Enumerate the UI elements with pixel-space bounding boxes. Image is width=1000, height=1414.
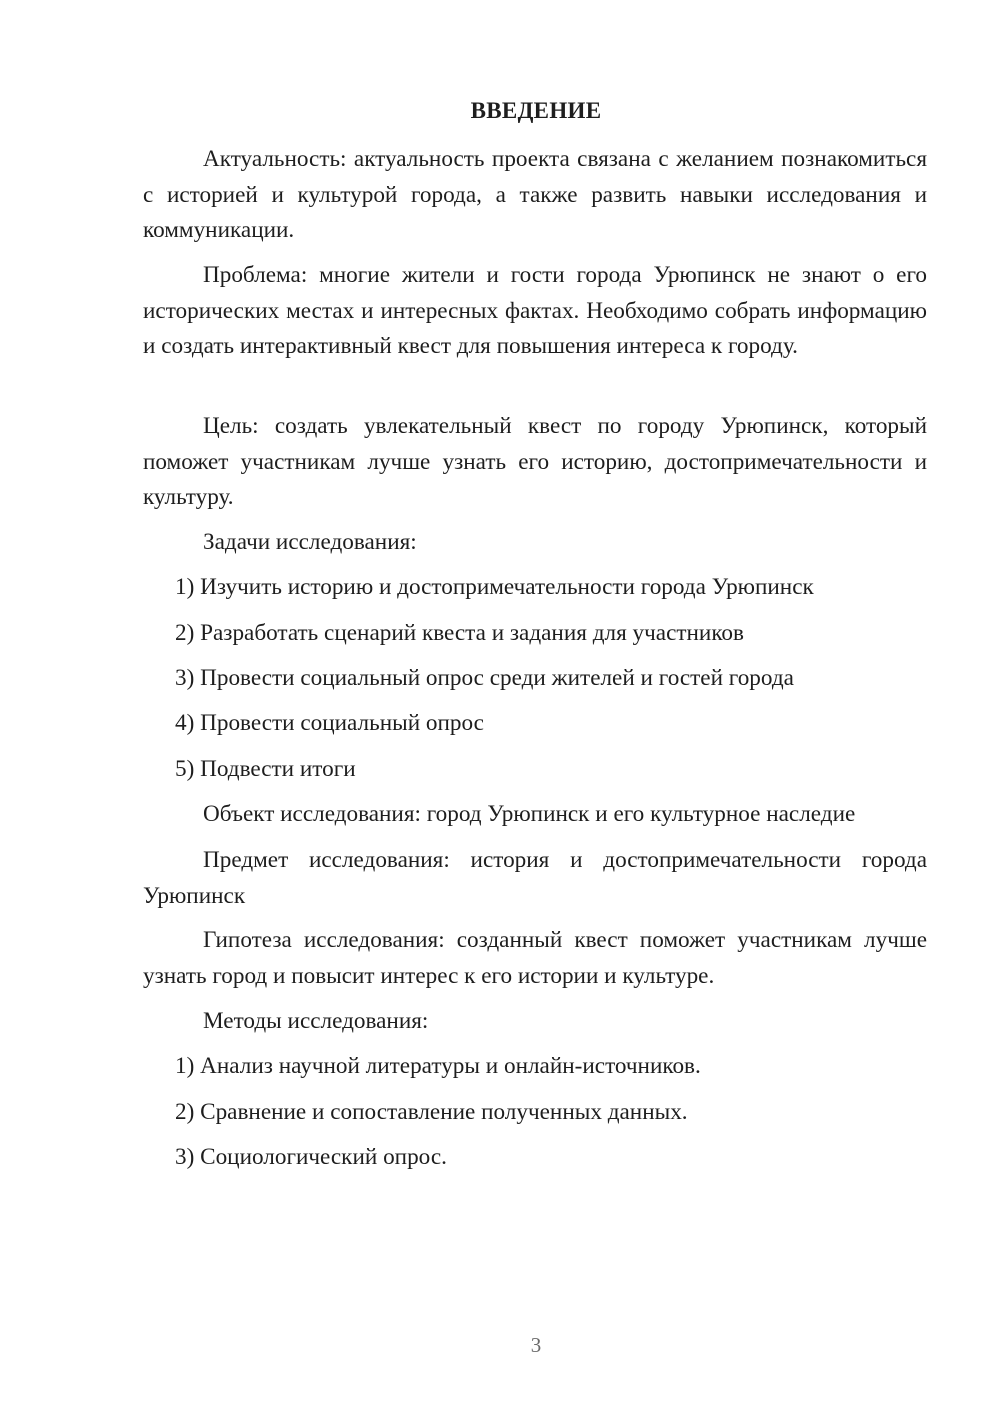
section-heading: ВВЕДЕНИЕ [470, 98, 602, 123]
problem-paragraph: Проблема: многие жители и гости города Урюпинск не знают о его исторических местах и интересных фактах. Необходимо собрать информацию и создать интерактивный квест для повышения интереса к городу. [143, 262, 927, 359]
hypothesis-paragraph: Гипотеза исследования: созданный квест поможет участникам лучше узнать город и повысит интерес к его истории и культуре. [143, 927, 927, 989]
task-item: 4) Провести социальный опрос [175, 710, 484, 736]
task-item: 1) Изучить историю и достопримечательности города Урюпинск [175, 574, 814, 600]
relevance-paragraph: Актуальность: актуальность проекта связана с желанием познакомиться с историей и культурой города, а также развить навыки исследования и коммуникации. [143, 146, 927, 243]
task-item: 3) Провести социальный опрос среди жителей и гостей города [175, 665, 794, 691]
object-paragraph: Объект исследования: город Урюпинск и его культурное наследие [203, 801, 856, 827]
method-item: 2) Сравнение и сопоставление полученных данных. [175, 1099, 688, 1125]
methods-heading: Методы исследования: [203, 1008, 429, 1034]
subject-paragraph: Предмет исследования: история и достопримечательности города Урюпинск [143, 847, 927, 909]
method-item: 3) Социологический опрос. [175, 1144, 447, 1170]
method-item: 1) Анализ научной литературы и онлайн-источников. [175, 1053, 701, 1079]
tasks-heading: Задачи исследования: [203, 529, 417, 555]
task-item: 5) Подвести итоги [175, 756, 356, 782]
goal-paragraph: Цель: создать увлекательный квест по городу Урюпинск, который поможет участникам лучше узнать его историю, достопримечательности и культуру. [143, 413, 927, 510]
task-item: 2) Разработать сценарий квеста и задания для участников [175, 620, 744, 646]
page-number: 3 [530, 1333, 542, 1357]
